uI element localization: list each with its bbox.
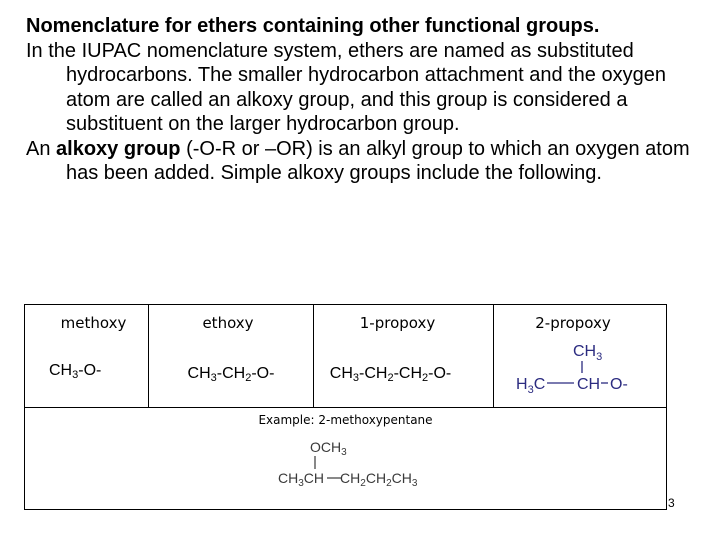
alkoxy-term: alkoxy group [56,137,181,160]
h3c-label: $H_3C$ [516,376,546,396]
alkoxy-table [24,304,667,408]
propoxy1-cell [314,305,493,407]
example-label: Example: 2-methoxypentane [258,413,433,427]
methoxy-formula: $CH_3-O-$ [49,362,102,381]
example-section [24,406,667,510]
o-label: O- [610,376,628,393]
propoxy2-structure [494,305,666,407]
ethoxy-formula: $CH_3-CH_2-O-$ [187,365,275,384]
slide-heading: Nomenclature for ethers containing other functional groups. [26,15,600,37]
header-ethoxy: ethoxy [202,314,254,332]
header-1-propoxy: 1-propoxy [359,314,436,332]
header-2-propoxy: 2-propoxy [535,314,611,332]
header-methoxy: methoxy [60,314,127,332]
ch3-top-label: $CH_3$ [573,343,603,363]
methoxy-cell [25,305,148,407]
pentane-chain: $CH_3CH$ $CH_2CH_2CH_3$ [278,470,418,489]
paragraph-iupac: In the IUPAC nomenclature system, ethers are named as substituted hydrocarbons. The smaller hydrocarbon attachment and the oxygen atom are called an alkoxy group, and this group is considered a substituent on the larger hydrocarbon group. [26,39,666,135]
ethoxy-cell [149,305,313,407]
paragraph-alkoxy: An alkoxy group (-O-R or –OR) is an alkyl group to which an oxygen atom has been added. Simple alkoxy groups include the following. [26,137,690,184]
ch-label: CH [577,376,601,393]
propoxy2-cell [494,305,666,407]
slide-text [26,14,696,186]
page-number: 3 [668,496,675,510]
example-structure [25,406,666,509]
propoxy1-formula: $CH_3-CH_2-CH_2-O-$ [329,365,452,384]
och3-label: $OCH_3$ [310,439,347,458]
